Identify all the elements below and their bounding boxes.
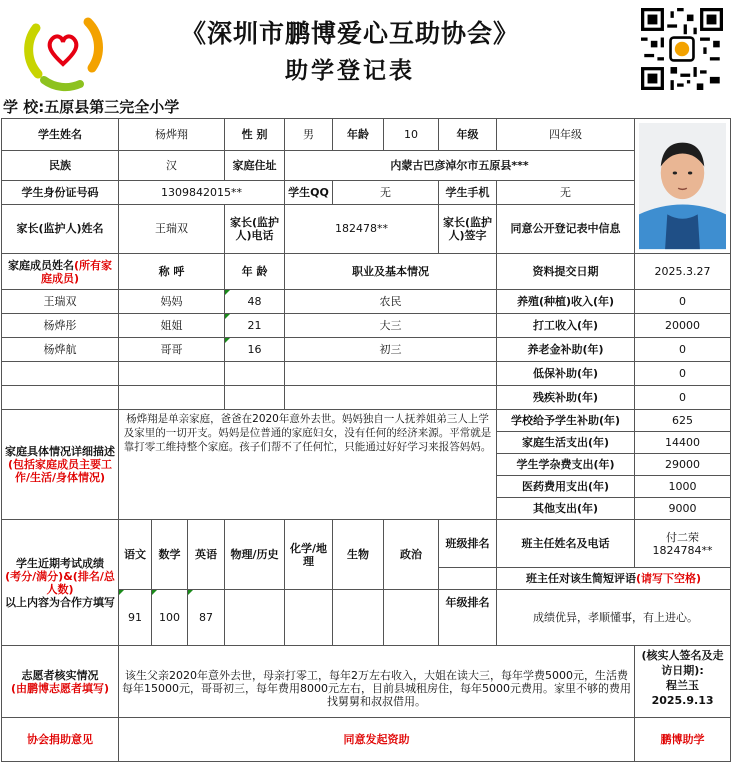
guardian-phone-label: 家长(监护人)电话 — [225, 204, 285, 253]
member-job: 农民 — [285, 290, 497, 314]
finance-value: 0 — [635, 338, 731, 362]
student-portrait-image — [639, 123, 726, 249]
score-value: 100 — [152, 590, 188, 646]
situation-label: 家庭具体情况详细描述(包括家庭成员主要工作/生活/身体情况) — [2, 410, 119, 520]
grade-value: 四年级 — [497, 119, 635, 151]
score-value — [333, 590, 384, 646]
member-name — [2, 386, 119, 410]
member-job — [285, 362, 497, 386]
member-age — [225, 386, 285, 410]
member-name: 杨烨彤 — [2, 314, 119, 338]
class-rank-label: 班级排名 — [439, 520, 497, 568]
member-name — [2, 362, 119, 386]
ethnicity-value: 汉 — [119, 151, 225, 181]
student-name-label: 学生姓名 — [2, 119, 119, 151]
opinion-label: 协会捐助意见 — [2, 718, 119, 762]
score-value — [225, 590, 285, 646]
family-job-header: 职业及基本情况 — [285, 254, 497, 290]
grade-rank-label: 年级排名 — [439, 590, 497, 646]
score-value: 91 — [119, 590, 152, 646]
opinion-value: 同意发起资助 — [119, 718, 635, 762]
member-relation: 哥哥 — [119, 338, 225, 362]
phone-label: 学生手机 — [439, 181, 497, 205]
form-title: 《深圳市鹏博爱心互助协会》 — [180, 19, 519, 48]
school-name: 学 校:五原县第三完全小学 — [3, 98, 180, 116]
situation-text: 杨烨翔是单亲家庭，爸爸在2020年意外去世。妈妈独自一人抚养姐弟三人上学及家里的一切开支。妈妈是位普通的家庭妇女，没有任何的经济来源。平常就是靠打零工维持整个家庭。孩子们帮不了任何忙，只能通过好好学习来报答妈妈。 — [119, 410, 497, 520]
subject-header: 化学/地理 — [285, 520, 333, 590]
association-logo — [22, 8, 104, 90]
submit-date-label: 资料提交日期 — [497, 254, 635, 290]
finance-label: 医药费用支出(年) — [497, 476, 635, 498]
form-subtitle: 助学登记表 — [285, 57, 415, 84]
finance-value: 29000 — [635, 454, 731, 476]
qq-label: 学生QQ — [285, 181, 333, 205]
member-relation: 妈妈 — [119, 290, 225, 314]
finance-value: 625 — [635, 410, 731, 432]
teacher-info: 付二荣 1824784** — [635, 520, 731, 568]
guardian-sign-label: 家长(监护人)签字 — [439, 204, 497, 253]
teacher-comment: 成绩优异，孝顺懂事，有上进心。 — [497, 590, 731, 646]
finance-label: 残疾补助(年) — [497, 386, 635, 410]
member-job: 初三 — [285, 338, 497, 362]
finance-label: 家庭生活支出(年) — [497, 432, 635, 454]
family-relation-header: 称 呼 — [119, 254, 225, 290]
qq-value: 无 — [333, 181, 439, 205]
verifier-signature: (核实人签名及走访日期): 程兰玉 2025.9.13 — [635, 646, 731, 718]
finance-label: 养老金补助(年) — [497, 338, 635, 362]
finance-value: 9000 — [635, 498, 731, 520]
finance-value: 20000 — [635, 314, 731, 338]
member-job: 大三 — [285, 314, 497, 338]
finance-label: 养殖(种植)收入(年) — [497, 290, 635, 314]
volunteer-text: 该生父亲2020年意外去世，母亲打零工，每年2万左右收入，大姐在读大三，每年学费5000元，生活费每年15000元，哥哥初三，每年费用8000元左右，目前县城租房住，每年5000元费用。家里不够的费用找舅舅和叔叔借用。 — [119, 646, 635, 718]
family-name-header: 家庭成员姓名(所有家庭成员) — [2, 254, 119, 290]
gender-label: 性 别 — [225, 119, 285, 151]
member-name: 王瑞双 — [2, 290, 119, 314]
subject-header: 英语 — [188, 520, 225, 590]
exam-label: 学生近期考试成绩 (考分/满分)&(排名/总人数) 以上内容为合作方填写 — [2, 520, 119, 646]
member-age: 48 — [225, 290, 285, 314]
score-value — [384, 590, 439, 646]
ethnicity-label: 民族 — [2, 151, 119, 181]
finance-label: 其他支出(年) — [497, 498, 635, 520]
member-relation — [119, 362, 225, 386]
table-row — [2, 290, 731, 314]
age-value: 10 — [384, 119, 439, 151]
guardian-name: 王瑞双 — [119, 204, 225, 253]
finance-label: 学校给予学生补助(年) — [497, 410, 635, 432]
score-value — [285, 590, 333, 646]
volunteer-label: 志愿者核实情况 (由鹏博志愿者填写) — [2, 646, 119, 718]
form-header — [0, 0, 731, 93]
id-number: 1309842015** — [119, 181, 285, 205]
finance-label: 学生学杂费支出(年) — [497, 454, 635, 476]
finance-value: 0 — [635, 386, 731, 410]
member-relation — [119, 386, 225, 410]
org-name: 鹏博助学 — [635, 718, 731, 762]
subject-header: 语文 — [119, 520, 152, 590]
gender-value: 男 — [285, 119, 333, 151]
finance-value: 0 — [635, 290, 731, 314]
finance-value: 0 — [635, 362, 731, 386]
teacher-label: 班主任姓名及电话 — [497, 520, 635, 568]
student-photo — [635, 119, 731, 254]
member-age: 16 — [225, 338, 285, 362]
member-job — [285, 386, 497, 410]
table-row — [2, 338, 731, 362]
class-rank-value — [439, 568, 497, 590]
family-age-header: 年 龄 — [225, 254, 285, 290]
subject-header: 数学 — [152, 520, 188, 590]
student-name: 杨烨翔 — [119, 119, 225, 151]
score-value: 87 — [188, 590, 225, 646]
subject-header: 物理/历史 — [225, 520, 285, 590]
guardian-phone: 182478** — [285, 204, 439, 253]
submit-date: 2025.3.27 — [635, 254, 731, 290]
member-age: 21 — [225, 314, 285, 338]
finance-label: 打工收入(年) — [497, 314, 635, 338]
address-value: 内蒙古巴彦淖尔市五原县*** — [285, 151, 635, 181]
id-number-label: 学生身份证号码 — [2, 181, 119, 205]
member-name: 杨烨航 — [2, 338, 119, 362]
grade-label: 年级 — [439, 119, 497, 151]
table-row — [2, 362, 731, 386]
guardian-name-label: 家长(监护人)姓名 — [2, 204, 119, 253]
member-age — [225, 362, 285, 386]
registration-form — [1, 118, 731, 762]
address-label: 家庭住址 — [225, 151, 285, 181]
table-row — [2, 314, 731, 338]
subject-header: 政治 — [384, 520, 439, 590]
teacher-comment-label: 班主任对该生简短评语(请写下空格) — [497, 568, 731, 590]
table-row — [2, 386, 731, 410]
phone-value: 无 — [497, 181, 635, 205]
finance-value: 14400 — [635, 432, 731, 454]
subject-header: 生物 — [333, 520, 384, 590]
finance-value: 1000 — [635, 476, 731, 498]
member-relation: 姐姐 — [119, 314, 225, 338]
finance-label: 低保补助(年) — [497, 362, 635, 386]
age-label: 年龄 — [333, 119, 384, 151]
qr-code-icon — [641, 8, 723, 90]
consent-text: 同意公开登记表中信息 — [497, 204, 635, 253]
